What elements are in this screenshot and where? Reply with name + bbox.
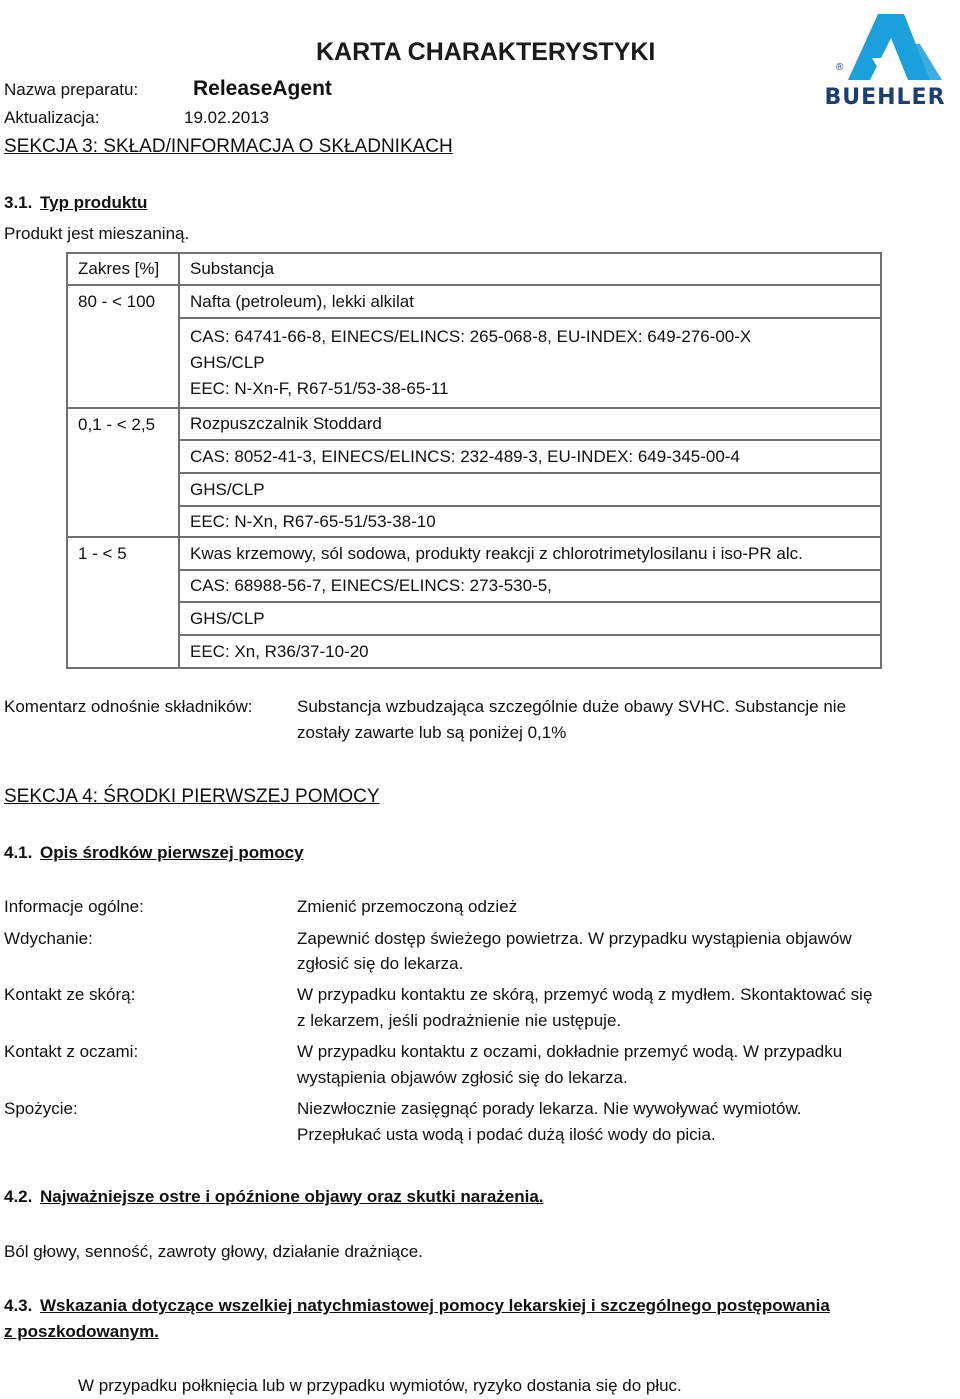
first-aid-label-inhalation: Wdychanie:: [4, 929, 93, 948]
medical-attention-text: W przypadku połknięcia lub w przypadku wymiotów, ryzyko dostania się do płuc.: [78, 1376, 682, 1395]
first-aid-text-inhalation-2: zgłosić się do lekarza.: [297, 954, 464, 973]
table-row: [67, 635, 881, 668]
first-aid-label-general: Informacje ogólne:: [4, 897, 144, 916]
range-cell: 80 - < 100: [67, 285, 179, 318]
first-aid-text-skin-2: z lekarzem, jeśli podrażnienie nie ustępuje.: [297, 1011, 622, 1030]
logo-wordmark: BUEHLER: [824, 85, 946, 110]
buehler-logo: [812, 10, 958, 110]
component-comment-line-2: zostały zawarte lub są poniżej 0,1%: [297, 723, 567, 742]
range-cell: 1 - < 5: [67, 537, 179, 570]
first-aid-label-eyes: Kontakt z oczami:: [4, 1042, 139, 1061]
buehler-logo-mark: [812, 10, 958, 82]
substance-details: [179, 318, 881, 408]
first-aid-text-eyes-2: wystąpienia objawów zgłosić się do lekarza.: [297, 1068, 628, 1087]
subsection-4-3-title-line-2: z poszkodowanym.: [4, 1322, 159, 1341]
range-cell-empty: [67, 570, 179, 602]
table-row: [67, 285, 881, 318]
substance-name: Kwas krzemowy, sól sodowa, produkty reakcji z chlorotrimetylosilanu i iso-PR alc.: [179, 537, 881, 570]
subsection-3-1-number: 3.1.: [4, 193, 33, 212]
first-aid-text-eyes-1: W przypadku kontaktu z oczami, dokładnie przemyć wodą. W przypadku: [297, 1042, 843, 1061]
subsection-3-1-title: Typ produktu: [40, 193, 148, 212]
product-name: ReleaseAgent: [193, 77, 332, 100]
substance-ghs: GHS/CLP: [179, 602, 881, 635]
subsection-4-2-number: 4.2.: [4, 1187, 33, 1206]
subsection-4-3-number: 4.3.: [4, 1296, 33, 1315]
substance-ghs: GHS/CLP: [190, 353, 265, 372]
subsection-4-3-title-line-1: Wskazania dotyczące wszelkiej natychmiastowej pomocy lekarskiej i szczególnego postępowania: [40, 1296, 830, 1315]
substance-eec: EEC: N-Xn, R67-65-51/53-38-10: [179, 506, 881, 537]
table-row: [67, 440, 881, 473]
table-row: [67, 473, 881, 506]
substance-name: Rozpuszczalnik Stoddard: [179, 408, 881, 440]
range-cell-empty: [67, 506, 179, 537]
table-row: [67, 537, 881, 570]
component-comment-line-1: Substancja wzbudzająca szczególnie duże obawy SVHC. Substancje nie: [297, 697, 847, 716]
substance-cas: CAS: 64741-66-8, EINECS/ELINCS: 265-068-8, EU-INDEX: 649-276-00-X: [190, 327, 752, 346]
product-type-text: Produkt jest mieszaniną.: [4, 224, 190, 243]
table-row: [67, 602, 881, 635]
header-substance: Substancja: [179, 253, 881, 285]
substance-name: Nafta (petroleum), lekki alkilat: [179, 285, 881, 318]
table-row: [67, 506, 881, 537]
table-row: [67, 318, 881, 408]
registered-mark: ®: [836, 62, 844, 73]
symptoms-text: Ból głowy, senność, zawroty głowy, działanie drażniące.: [4, 1242, 423, 1261]
section3-title: SEKCJA 3: SKŁAD/INFORMACJA O SKŁADNIKACH: [4, 136, 453, 157]
substance-eec: EEC: N-Xn-F, R67-51/53-38-65-11: [190, 379, 449, 398]
first-aid-text-ingestion-2: Przepłukać usta wodą i podać dużą ilość wody do picia.: [297, 1125, 716, 1144]
range-cell: 0,1 - < 2,5: [67, 408, 179, 440]
substance-ghs: GHS/CLP: [179, 473, 881, 506]
first-aid-label-skin: Kontakt ze skórą:: [4, 985, 136, 1004]
first-aid-text-ingestion-1: Niezwłocznie zasięgnąć porady lekarza. Nie wywoływać wymiotów.: [297, 1099, 802, 1118]
table-row: [67, 570, 881, 602]
first-aid-text-general: Zmienić przemoczoną odzież: [297, 897, 518, 916]
composition-table: [66, 252, 882, 669]
range-cell-empty: [67, 440, 179, 473]
substance-eec: EEC: Xn, R36/37-10-20: [179, 635, 881, 668]
section4-title: SEKCJA 4: ŚRODKI PIERWSZEJ POMOCY: [4, 786, 380, 807]
update-date: 19.02.2013: [184, 108, 270, 127]
range-cell-empty: [67, 635, 179, 668]
range-cell-empty: [67, 318, 179, 408]
first-aid-label-ingestion: Spożycie:: [4, 1099, 78, 1118]
table-header-row: [67, 253, 881, 285]
substance-cas: CAS: 8052-41-3, EINECS/ELINCS: 232-489-3, EU-INDEX: 649-345-00-4: [179, 440, 881, 473]
header-range: Zakres [%]: [67, 253, 179, 285]
document-title: KARTA CHARAKTERYSTYKI: [316, 38, 656, 66]
substance-cas: CAS: 68988-56-7, EINECS/ELINCS: 273-530-5,: [179, 570, 881, 602]
product-name-label: Nazwa preparatu:: [4, 80, 139, 99]
component-comment-label: Komentarz odnośnie składników:: [4, 697, 253, 716]
table-row: [67, 408, 881, 440]
range-cell-empty: [67, 473, 179, 506]
range-cell-empty: [67, 602, 179, 635]
first-aid-text-inhalation-1: Zapewnić dostęp świeżego powietrza. W przypadku wystąpienia objawów: [297, 929, 852, 948]
subsection-4-2-title: Najważniejsze ostre i opóźnione objawy oraz skutki narażenia.: [40, 1187, 544, 1206]
subsection-4-1-number: 4.1.: [4, 843, 33, 862]
first-aid-text-skin-1: W przypadku kontaktu ze skórą, przemyć wodą z mydłem. Skontaktować się: [297, 985, 873, 1004]
subsection-4-1-title: Opis środków pierwszej pomocy: [40, 843, 304, 862]
update-label: Aktualizacja:: [4, 108, 100, 127]
